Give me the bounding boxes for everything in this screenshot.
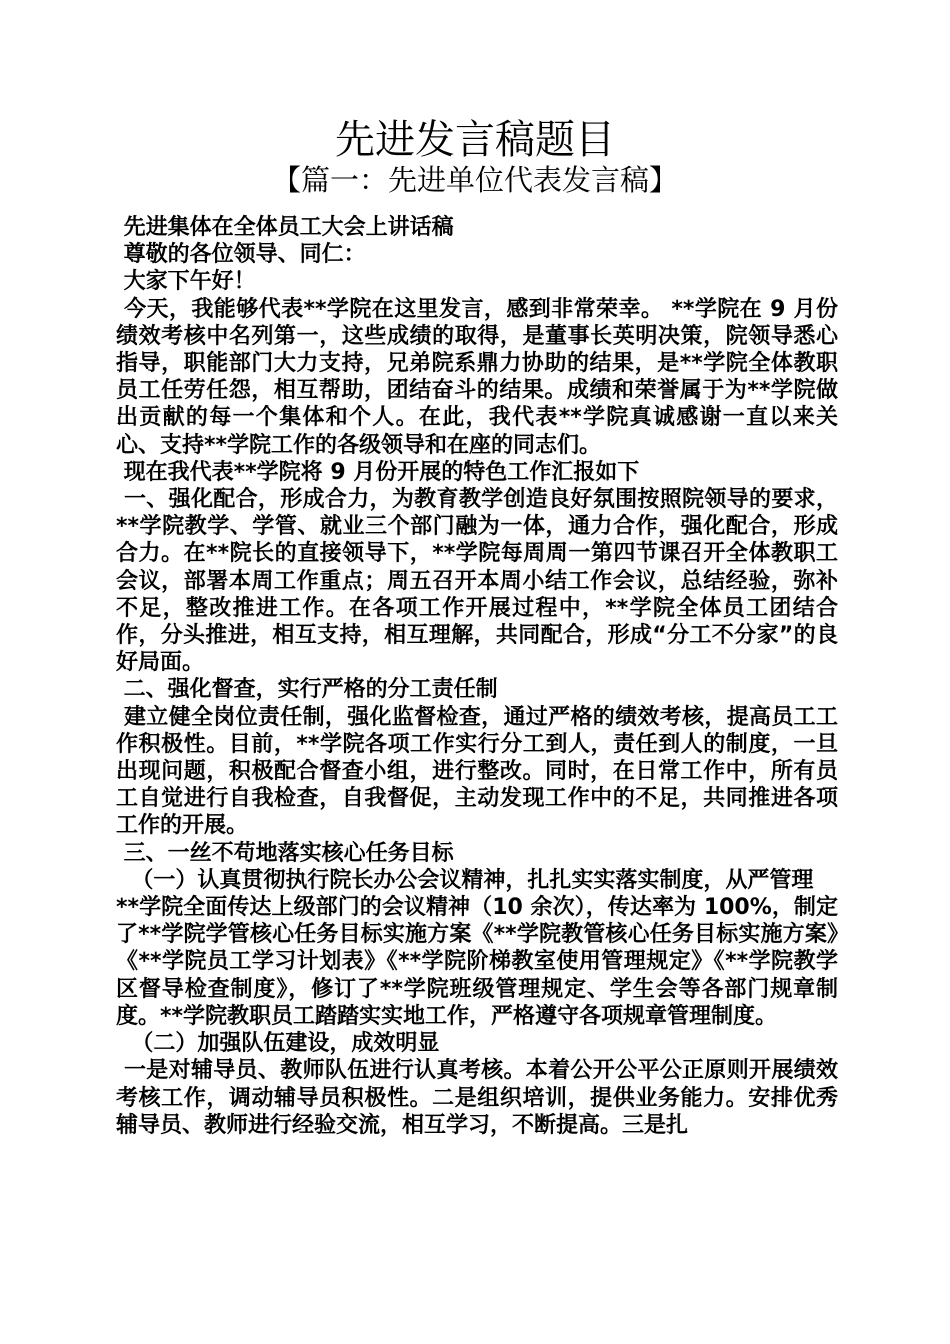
subsection-one-body: **学院全面传达上级部门的会议精神（10 余次），传达率为 100%，制定了**学院学管核心任务目标实施方案《**学院教管核心任务目标实施方案》《**学院员工学习计划表》《**学院阶梯教室使用管理规定》《**学院教学区督导检查制度》，修订了**学院班级管理规定、学生会等各部门规章制度。**学院教职员工踏踏实实地工作，严格遵守各项规章管理制度。 (116, 895, 838, 1029)
greeting: 大家下午好！ (116, 269, 256, 295)
section-three-heading: 三、一丝不苟地落实核心任务目标 (116, 840, 454, 866)
document-subtitle: 【篇一：先进单位代表发言稿】 (271, 163, 678, 197)
section-one: 一、强化配合，形成合力，为教育教学创造良好氛围按照院领导的要求，**学院教学、学管、就业三个部门融为一体，通力合作，强化配合，形成合力。在**院长的直接领导下，**学院每周周一第四节课召开全体教职工会议，部署本周工作重点；周五召开本周小结工作会议，总结经验，弥补不足，整改推进工作。在各项工作开展过程中，**学院全体员工团结合作，分头推进，相互支持，相互理解，共同配合，形成“分工不分家”的良好局面。 (116, 487, 838, 676)
speech-heading: 先进集体在全体员工大会上讲话稿 (116, 215, 454, 240)
section-two-heading: 二、强化督查，实行严格的分工责任制 (116, 677, 498, 703)
paragraph-intro: 今天，我能够代表**学院在这里发言，感到非常荣幸。 **学院在 9 月份绩效考核中名列第一，这些成绩的取得，是董事长英明决策，院领导悉心指导，职能部门大力支持，兄弟院系鼎力协助的结果，是**学院全体教职员工任劳任怨，相互帮助，团结奋斗的结果。成绩和荣誉属于为**学院做出贡献的每一个集体和个人。在此，我代表**学院真诚感谢一直以来关心、支持**学院工作的各级领导和在座的同志们。 (116, 296, 838, 458)
document-title: 先进发言稿题目 (335, 117, 615, 163)
subsection-two-body: 一是对辅导员、教师队伍进行认真考核。本着公开公平公正原则开展绩效考核工作，调动辅导员积极性。二是组织培训，提供业务能力。安排优秀辅导员、教师进行经验交流，相互学习，不断提高。三是扎 (116, 1058, 838, 1138)
salutation: 尊敬的各位领导、同仁： (116, 242, 366, 268)
subsection-two-heading: （二）加强队伍建设，成效明显 (116, 1031, 440, 1057)
section-two-body: 建立健全岗位责任制，强化监督检查，通过严格的绩效考核，提高员工工作积极性。目前，**学院各项工作实行分工到人，责任到人的制度，一旦出现问题，积极配合督查小组，进行整改。同时，在日常工作中，所有员工自觉进行自我检查，自我督促，主动发现工作中的不足，共同推进各项工作的开展。 (116, 704, 838, 839)
document-body (116, 214, 838, 1139)
paragraph-report-lead: 现在我代表**学院将 9 月份开展的特色工作汇报如下 (116, 459, 640, 485)
subsection-one-heading: （一）认真贯彻执行院长办公会议精神，扎扎实实落实制度，从严管理 (116, 867, 814, 893)
